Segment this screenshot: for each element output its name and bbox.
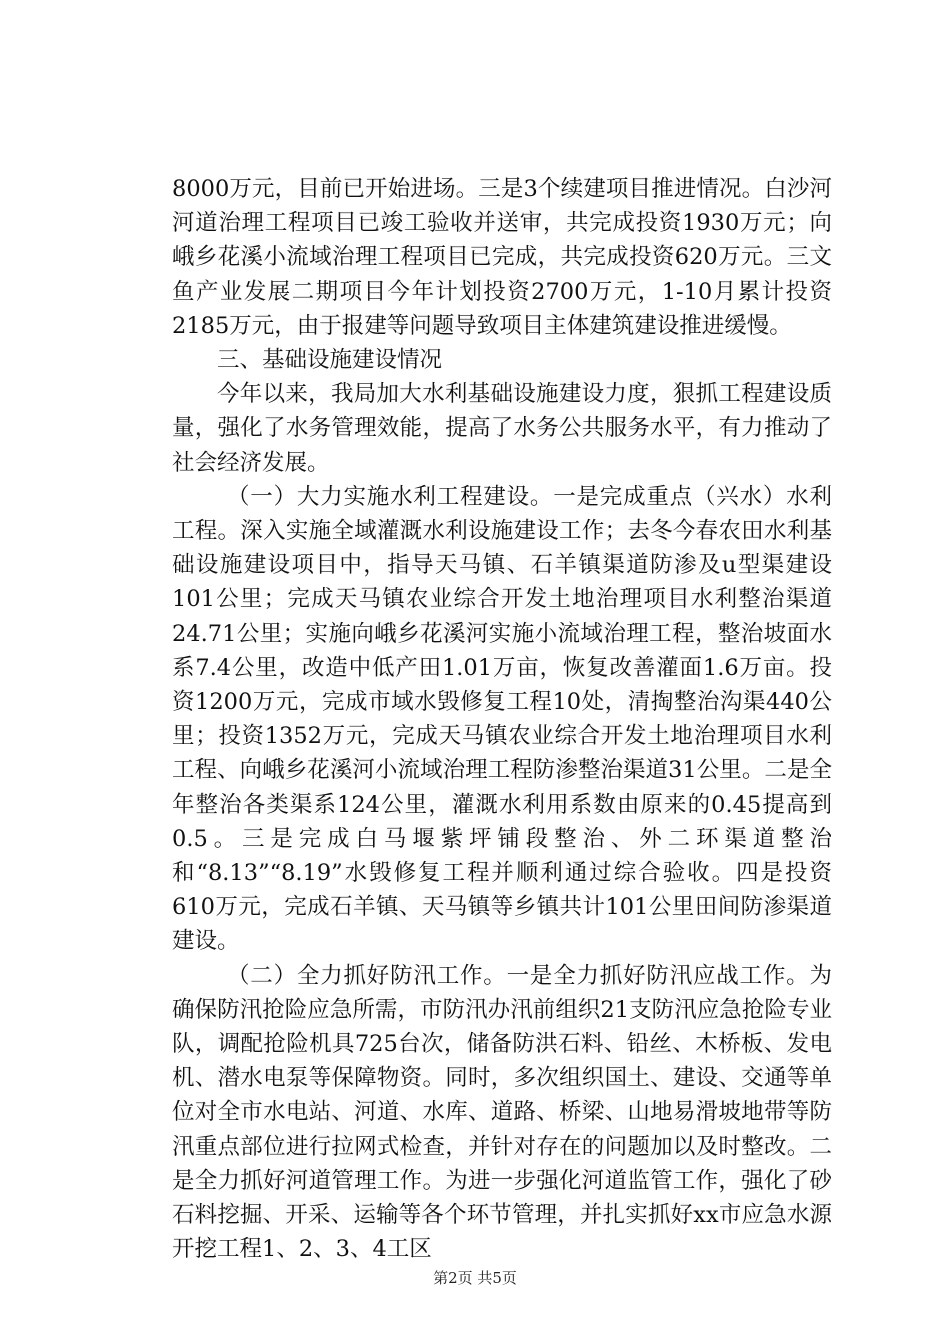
paragraph-intro: 今年以来，我局加大水利基础设施建设力度，狠抓工程建设质量，强化了水务管理效能，提高了水务公共服务水平，有力推动了社会经济发展。 [172,381,832,476]
paragraph-continued: 8000万元，目前已开始进场。三是3个续建项目推进情况。白沙河河道治理工程项目已竣工验收并送审，共完成投资1930万元；向峨乡花溪小流域治理工程项目已完成，共完成投资620万元。三文鱼产业发展二期项目今年计划投资2700万元，1-10月累计投资2185万元，由于报建等问题导致项目主体建筑建设推进缓慢。 [172,176,832,339]
paragraph-flood-control: （二）全力抓好防汛工作。一是全力抓好防汛应战工作。为确保防汛抢险应急所需，市防汛办汛前组织21支防汛应急抢险专业队，调配抢险机具725台次，储备防洪石料、铅丝、木桥板、发电机、潜水电泵等保障物资。同时，多次组织国土、建设、交通等单位对全市水电站、河道、水库、道路、桥梁、山地易滑坡地带等防汛重点部位进行拉网式检查，并针对存在的问题加以及时整改。二是全力抓好河道管理工作。为进一步强化河道监管工作，强化了砂石料挖掘、开采、运输等各个环节管理，并扎实抓好xx市应急水源开挖工程1、2、3、4工区 [172,962,832,1263]
paragraph-water-projects: （一）大力实施水利工程建设。一是完成重点（兴水）水利工程。深入实施全域灌溉水利设施建设工作；去冬今春农田水利基础设施建设项目中，指导天马镇、石羊镇渠道防渗及u型渠建设101公里；完成天马镇农业综合开发土地治理项目水利整治渠道24.71公里；实施向峨乡花溪河实施小流域治理工程，整治坡面水系7.4公里，改造中低产田1.01万亩，恢复改善灌面1.6万亩。投资1200万元，完成市域水毁修复工程10处，清掏整治沟渠440公里；投资1352万元，完成天马镇农业综合开发土地治理项目水利工程、向峨乡花溪河小流域治理工程防渗整治渠道31公里。二是全年整治各类渠系124公里，灌溉水利用系数由原来的0.45提高到0.5。三是完成白马堰紫坪铺段整治、外二环渠道整治和“8.13”“8.19”水毁修复工程并顺利通过综合验收。四是投资610万元，完成石羊镇、天马镇等乡镇共计101公里田间防渗渠道建设。 [172,483,832,955]
document-body [172,172,832,1267]
page-number-footer: 第2页 共5页 [433,1269,517,1287]
section-heading: 三、基础设施建设情况 [217,347,443,374]
